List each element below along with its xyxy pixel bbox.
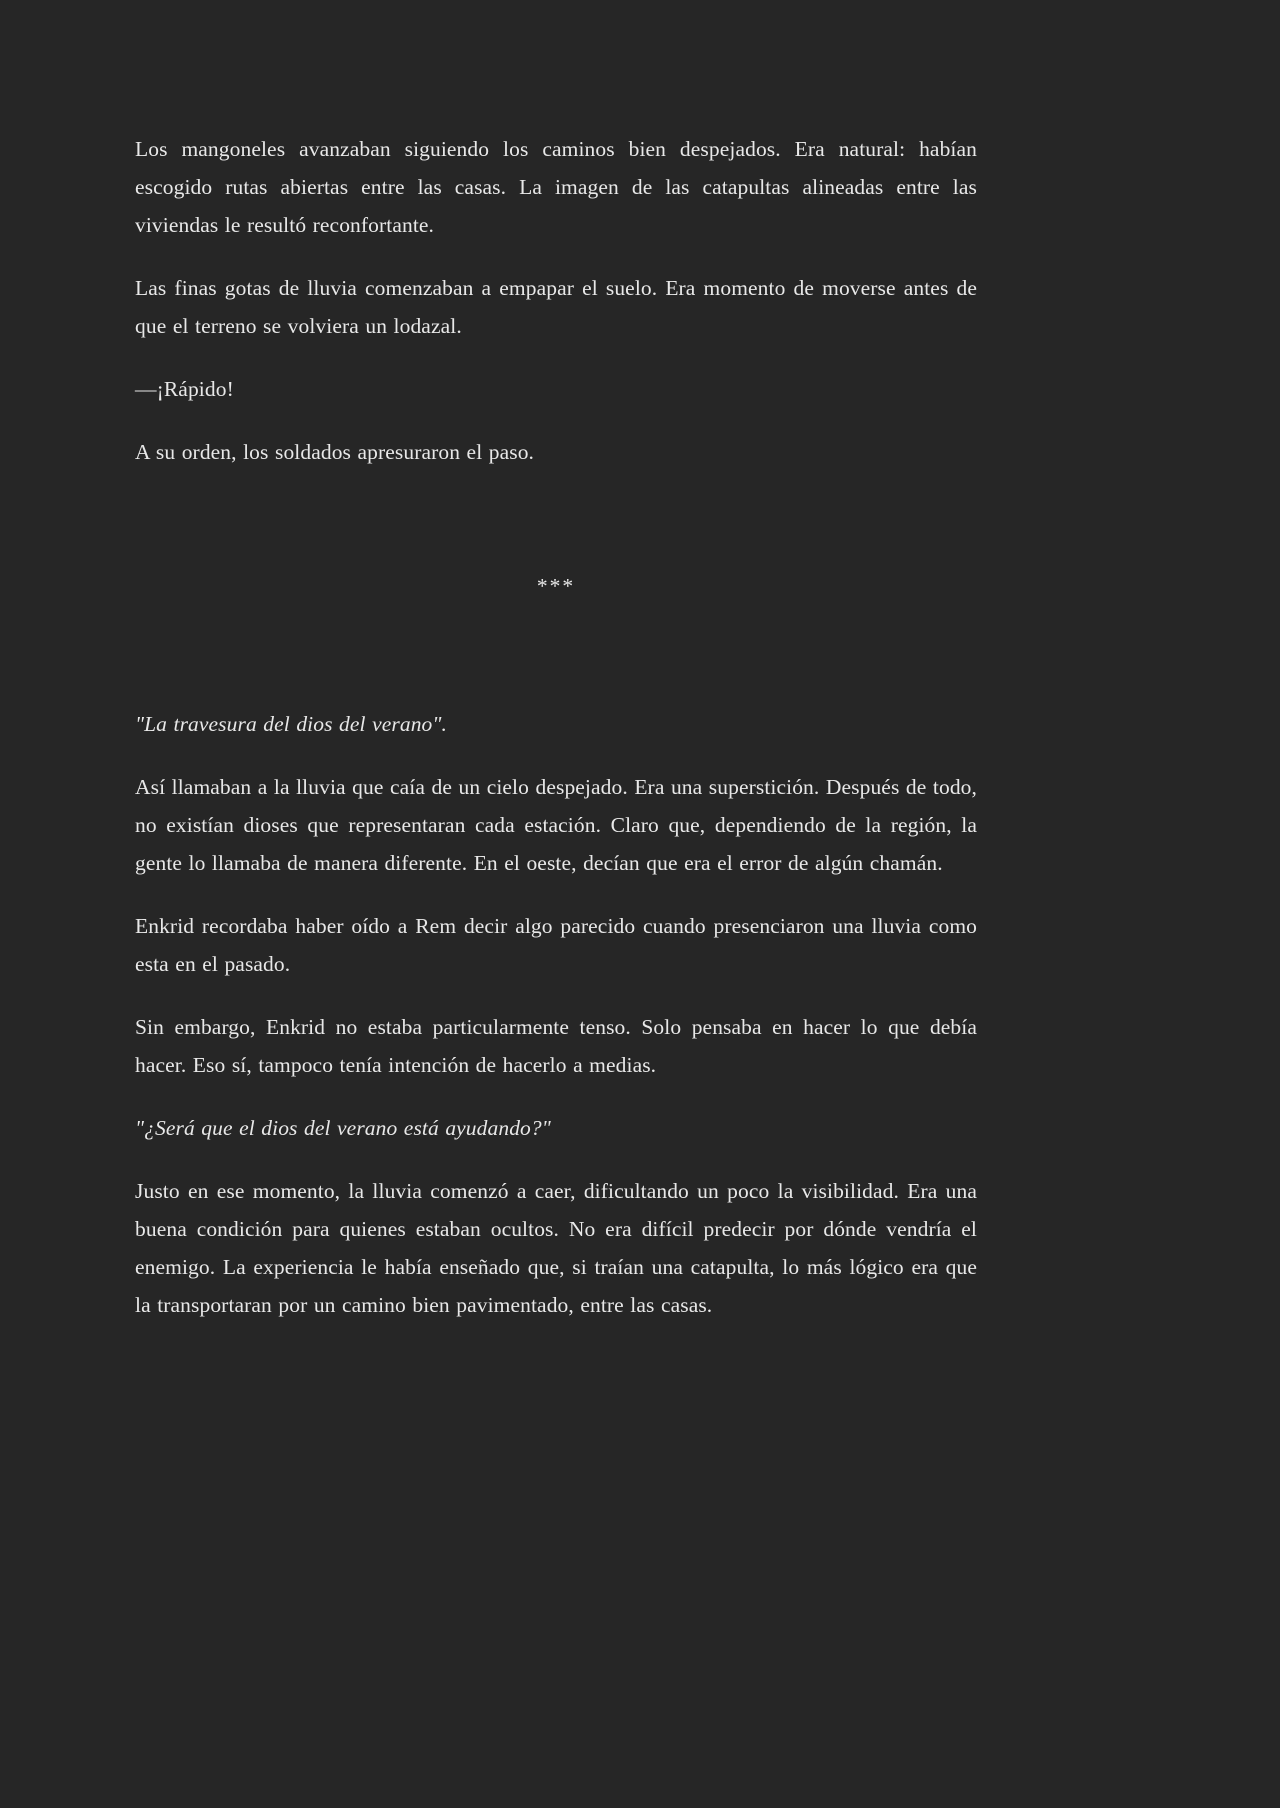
scene-separator: *** (536, 574, 576, 598)
chapter-text (135, 130, 977, 1324)
paragraph: Enkrid recordaba haber oído a Rem decir algo parecido cuando presenciaron una lluvia como esta en el pasado. (135, 914, 977, 976)
dialogue-line: —¡Rápido! (135, 377, 234, 401)
inner-thought: "La travesura del dios del verano". (135, 712, 447, 736)
paragraph: Sin embargo, Enkrid no estaba particularmente tenso. Solo pensaba en hacer lo que debía hacer. Eso sí, tampoco tenía intención de hacerlo a medias. (135, 1015, 977, 1077)
paragraph: A su orden, los soldados apresuraron el paso. (135, 440, 535, 464)
inner-thought: "¿Será que el dios del verano está ayudando?" (135, 1116, 551, 1140)
paragraph: Justo en ese momento, la lluvia comenzó a caer, dificultando un poco la visibilidad. Era una buena condición para quienes estaban ocultos. No era difícil predecir por dónde vendría el enemigo. La experiencia le había enseñado que, si traían una catapulta, lo más lógico era que la transportaran por un camino bien pavimentado, entre las casas. (135, 1179, 977, 1317)
paragraph: Los mangoneles avanzaban siguiendo los caminos bien despejados. Era natural: habían escogido rutas abiertas entre las casas. La imagen de las catapultas alineadas entre las viviendas le resultó reconfortante. (135, 137, 977, 237)
paragraph: Así llamaban a la lluvia que caía de un cielo despejado. Era una superstición. Después de todo, no existían dioses que representaran cada estación. Claro que, dependiendo de la región, la gente lo llamaba de manera diferente. En el oeste, decían que era el error de algún chamán. (135, 775, 977, 875)
paragraph: Las finas gotas de lluvia comenzaban a empapar el suelo. Era momento de moverse antes de que el terreno se volviera un lodazal. (135, 276, 977, 338)
